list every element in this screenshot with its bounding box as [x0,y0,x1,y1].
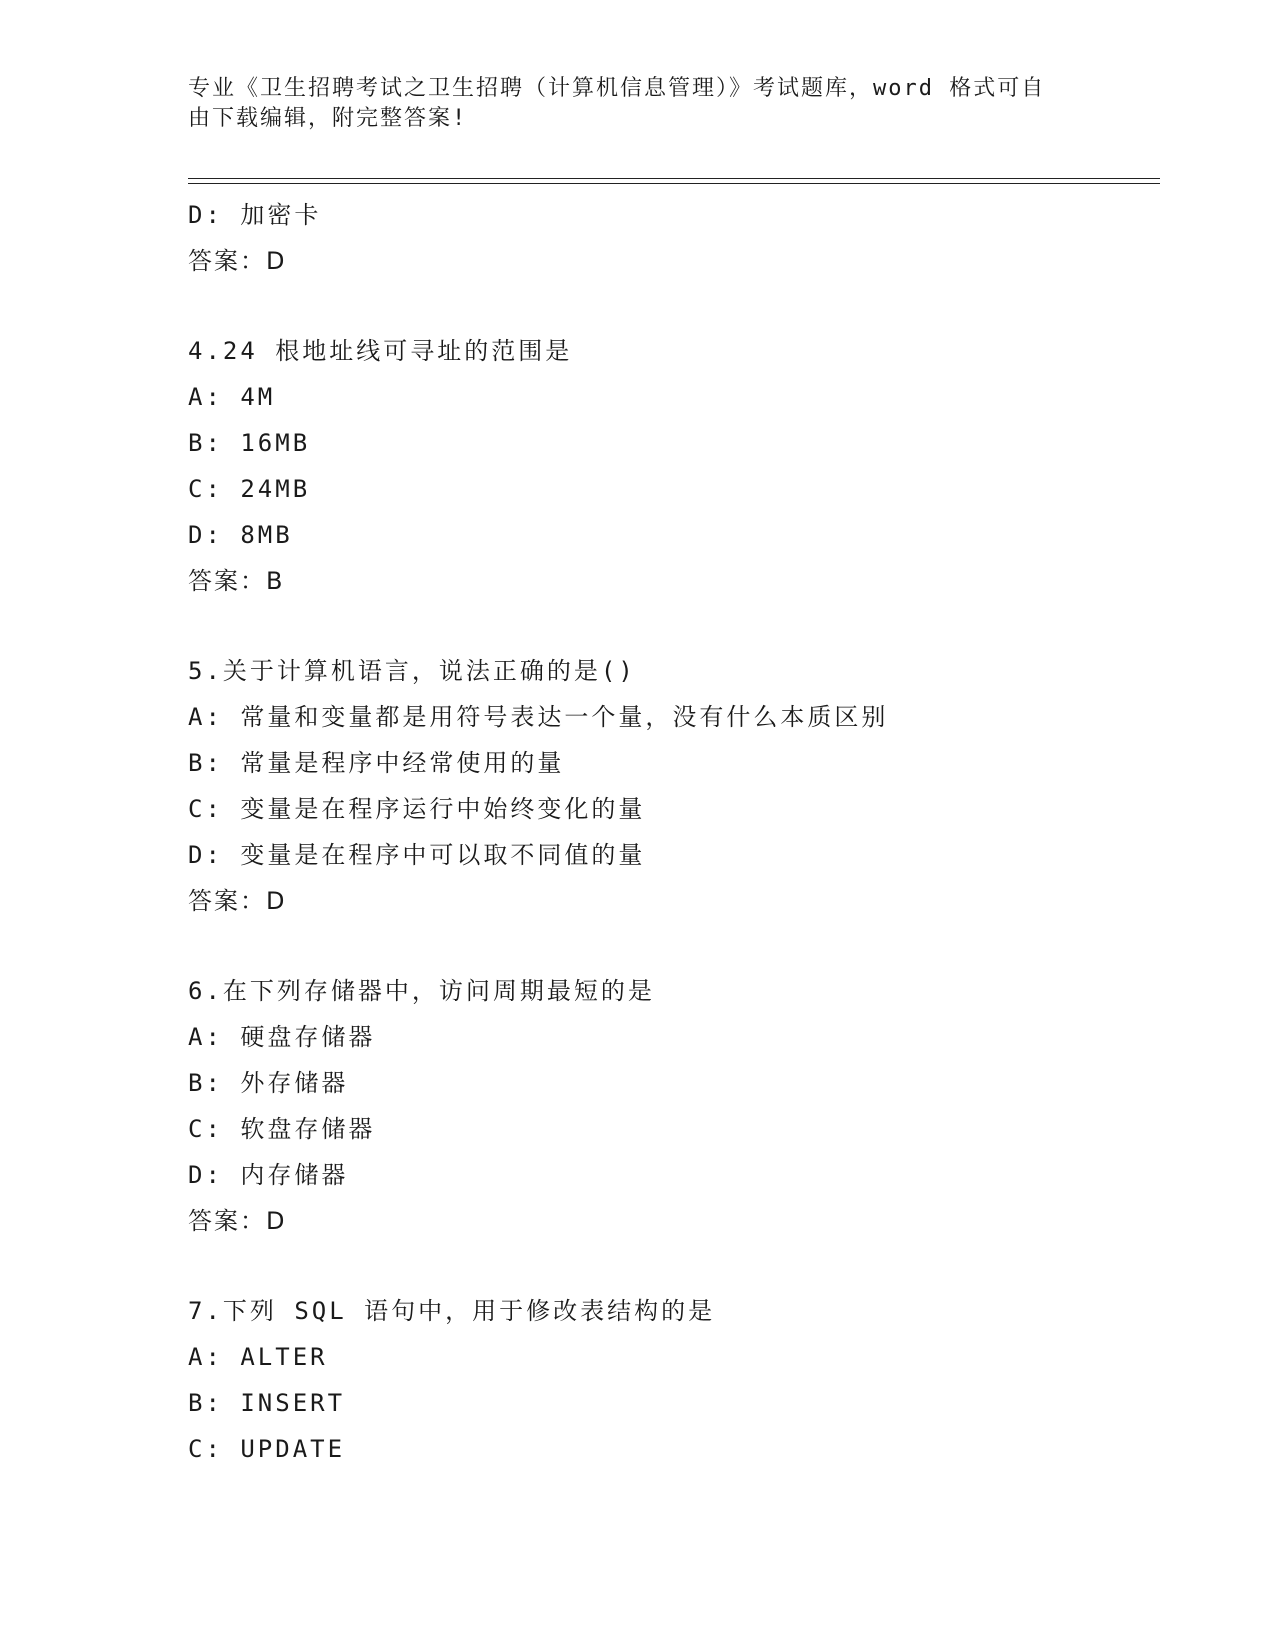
question-4 [188,328,1168,604]
question-6-option-d: D: 内存储器 [188,1161,349,1189]
question-6-option-b: B: 外存储器 [188,1069,349,1097]
question-5-text: 5.关于计算机语言，说法正确的是() [188,657,636,685]
question-6-option-a: A: 硬盘存储器 [188,1023,376,1051]
header-line-1: 专业《卫生招聘考试之卫生招聘（计算机信息管理）》考试题库，word 格式可自 [188,76,1046,101]
question-5-option-b: B: 常量是程序中经常使用的量 [188,749,565,777]
question-7 [188,1288,1168,1472]
question-7-text: 7.下列 SQL 语句中，用于修改表结构的是 [188,1297,716,1325]
question-6-answer: 答案：D [188,1207,287,1235]
question-6-option-c: C: 软盘存储器 [188,1115,376,1143]
question-4-answer: 答案：B [188,567,285,595]
question-4-text: 4.24 根地址线可寻址的范围是 [188,337,573,365]
question-7-option-c: C: UPDATE [188,1435,346,1463]
document-header [188,74,1068,134]
question-5-option-d: D: 变量是在程序中可以取不同值的量 [188,841,646,869]
question-4-option-c: C: 24MB [188,475,311,503]
prev-option-d: D: 加密卡 [188,201,322,229]
header-divider-top [188,178,1160,179]
question-5-answer: 答案：D [188,887,287,915]
header-line-2: 由下载编辑，附完整答案! [188,106,468,131]
question-4-option-b: B: 16MB [188,429,311,457]
question-7-option-a: A: ALTER [188,1343,328,1371]
question-7-option-b: B: INSERT [188,1389,346,1417]
question-5-option-a: A: 常量和变量都是用符号表达一个量，没有什么本质区别 [188,703,889,731]
question-6-text: 6.在下列存储器中，访问周期最短的是 [188,977,655,1005]
question-5-option-c: C: 变量是在程序运行中始终变化的量 [188,795,646,823]
question-5 [188,648,1168,924]
header-divider-bottom [188,183,1160,184]
question-4-option-d: D: 8MB [188,521,293,549]
prev-answer: 答案：D [188,247,287,275]
question-6 [188,968,1168,1244]
question-4-option-a: A: 4M [188,383,276,411]
question-list [188,192,1168,1472]
